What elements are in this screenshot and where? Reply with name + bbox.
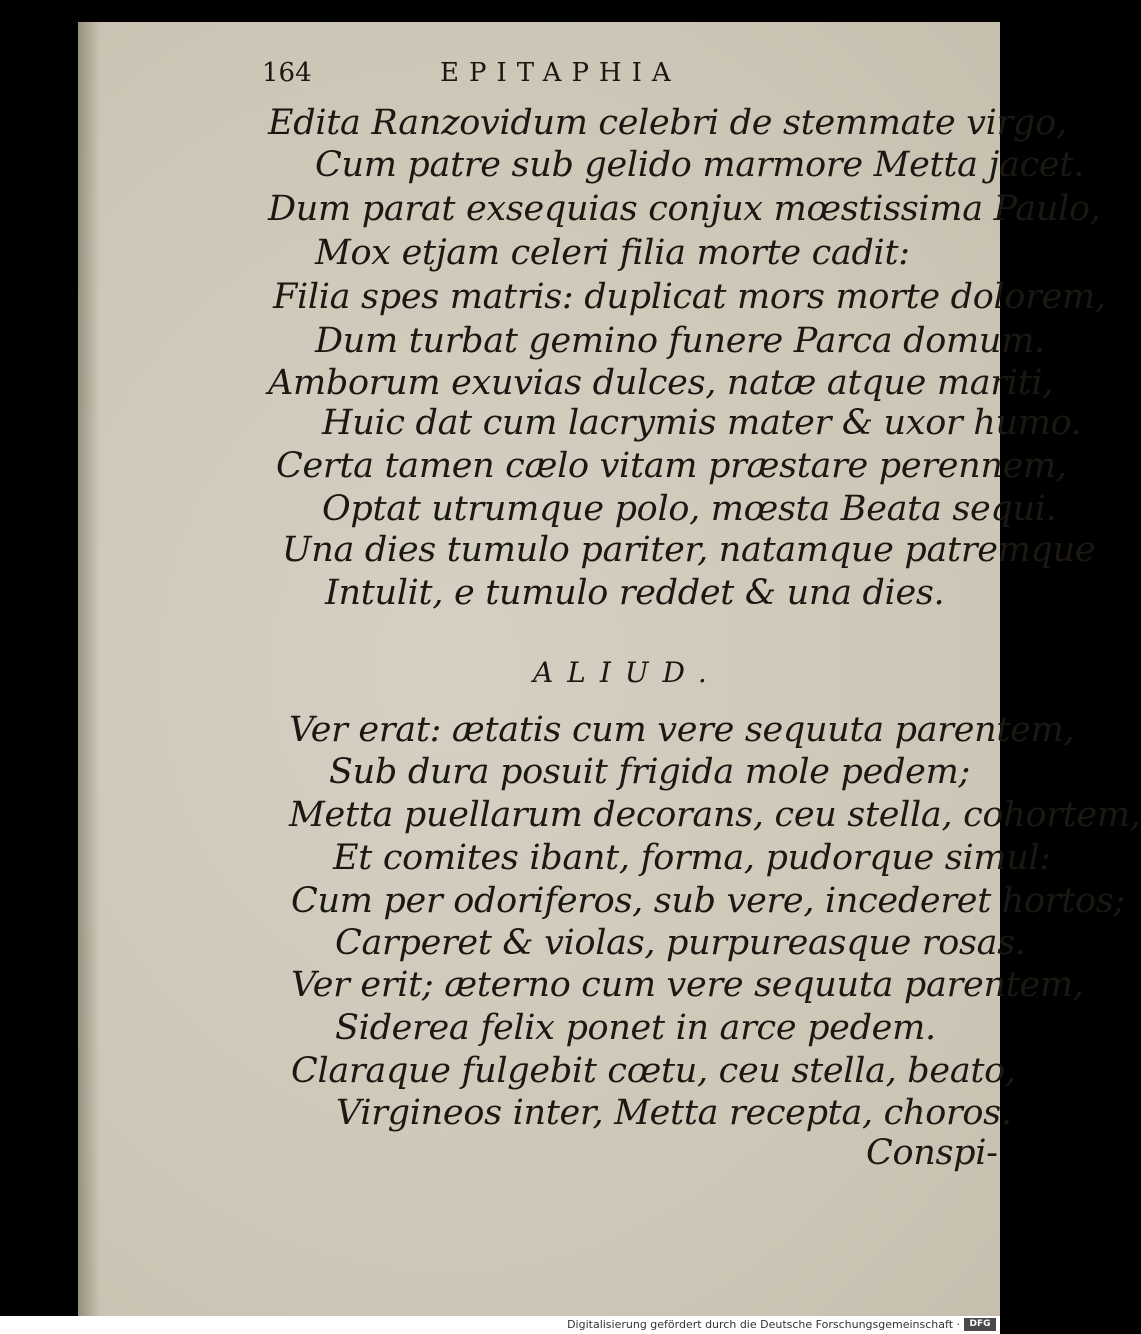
poem1-line: Mox etjam celeri filia morte cadit: xyxy=(315,233,910,273)
poem2-line: Siderea felix ponet in arce pedem. xyxy=(335,1008,936,1048)
poem2-line: Sub dura posuit frigida mole pedem; xyxy=(329,752,970,792)
poem2-line: Claraque fulgebit cœtu, ceu stella, beato, xyxy=(291,1051,1016,1091)
poem1-line: Filia spes matris: duplicat mors morte dolorem, xyxy=(273,277,1106,317)
poem1-line: Intulit, e tumulo reddet & una dies. xyxy=(325,573,945,613)
poem1-line: Huic dat cum lacrymis mater & uxor humo. xyxy=(322,403,1082,443)
poem2-line: Virgineos inter, Metta recepta, choros. xyxy=(336,1093,1012,1133)
poem2-line: Cum per odoriferos, sub vere, incederet hortos; xyxy=(291,881,1125,921)
dfg-logo: DFG xyxy=(964,1318,996,1331)
poem1-line: Dum turbat gemino funere Parca domum. xyxy=(315,321,1045,361)
poem2-line: Carperet & violas, purpureasque rosas. xyxy=(335,923,1026,963)
page-number: 164 xyxy=(262,58,312,88)
poem1-line: Edita Ranzovidum celebri de stemmate virgo, xyxy=(268,103,1067,143)
funding-notice: Digitalisierung gefördert durch die Deutsche Forschungsgemeinschaft · xyxy=(567,1318,960,1331)
poem1-line: Dum parat exsequias conjux mœstissima Paulo, xyxy=(268,189,1101,229)
poem1-line: Cum patre sub gelido marmore Metta jacet. xyxy=(315,145,1084,185)
poem2-line: Ver erit; æterno cum vere sequuta parentem, xyxy=(291,965,1084,1005)
poem2-line: Et comites ibant, forma, pudorque simul: xyxy=(333,838,1051,878)
poem2-line: Ver erat: ætatis cum vere sequuta parentem, xyxy=(289,710,1075,750)
poem1-line: Certa tamen cælo vitam præstare perennem, xyxy=(276,446,1067,486)
section-heading: ALIUD. xyxy=(533,656,721,689)
poem2-line: Metta puellarum decorans, ceu stella, cohortem, xyxy=(289,795,1141,835)
poem1-line: Una dies tumulo pariter, natamque patremque xyxy=(282,530,1096,570)
running-head: EPITAPHIA xyxy=(440,58,681,88)
catchword: Conspi- xyxy=(866,1133,998,1173)
footer-bar xyxy=(0,1316,1000,1334)
page-gutter-shadow xyxy=(78,22,100,1316)
poem1-line: Amborum exuvias dulces, natæ atque mariti, xyxy=(268,363,1054,403)
poem1-line: Optat utrumque polo, mœsta Beata sequi. xyxy=(322,489,1057,529)
